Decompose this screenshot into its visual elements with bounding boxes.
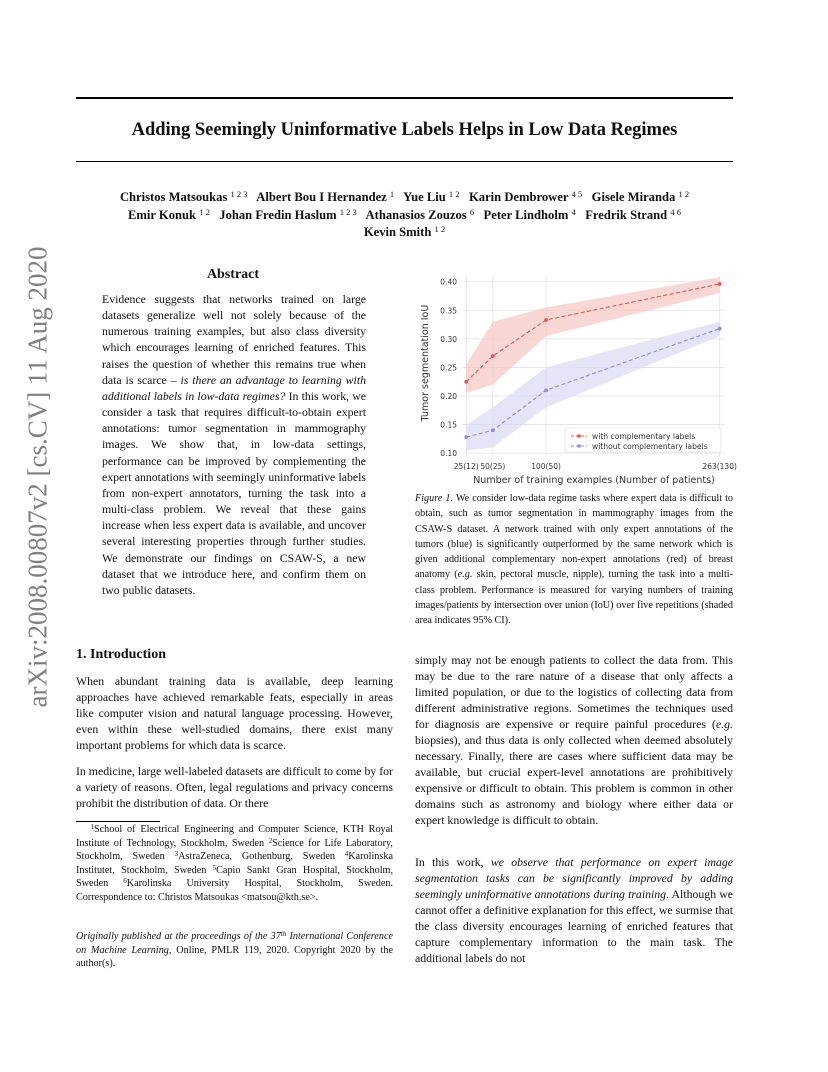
- y-tick-label: 0.40: [440, 277, 457, 287]
- author-line-1: [76, 189, 733, 207]
- author: Karin Dembrower $^{4 5}$: [468, 189, 583, 204]
- title-rule-bottom: [76, 161, 733, 162]
- data-point: [491, 354, 495, 358]
- y-axis-label: Tumor segmentation IoU: [420, 304, 431, 422]
- author: Gisele Miranda $^{1 2}$: [591, 189, 690, 204]
- x-ticks: [454, 462, 737, 471]
- y-tick-label: 0.25: [440, 363, 457, 373]
- author-line-2: [76, 207, 733, 225]
- y-tick-label: 0.30: [440, 334, 457, 344]
- legend-label: without complementary labels: [592, 441, 708, 451]
- arxiv-stamp: arXiv:2008.00807v2 [cs.CV] 11 Aug 2020: [22, 246, 53, 708]
- iou-line-chart: [415, 270, 737, 488]
- legend: [565, 428, 721, 452]
- author: Yue Liu $^{1 2}$: [403, 189, 460, 204]
- legend-label: with complementary labels: [592, 431, 696, 441]
- author: Johan Fredin Haslum $^{1 2 3}$: [219, 206, 357, 222]
- y-tick-label: 0.20: [440, 392, 457, 401]
- intro-paragraph-3: simply may not be enough patients to collect the data from. This may be due to the rare nature of a disease that only affects a limited population, or due to the logistics of collecting data from different administrative regions. Sometimes the techniques used for diagnosis are expensive or require painful procedures (e.g. biopsies), and thus data is only collected when deemed absolutely necessary. Finally, there are cases where sufficient data may be available, but crucial expert-level annotations are prohibitively expensive or difficult to obtain. This problem is common in other domains such as astronomy and biology where either data or expert knowledge is difficult to obtain.: [415, 653, 733, 828]
- legend-marker: [577, 444, 581, 448]
- data-point: [491, 428, 495, 432]
- legend-marker: [577, 434, 581, 438]
- x-axis-label: Number of training examples (Number of patients): [473, 475, 715, 486]
- proceedings-note: Originally published at the proceedings of the 37th International Conference on Machine Learning, Online, PMLR 119, 2020. Copyright 2020 by the author(s).: [76, 930, 394, 969]
- footnote-rule: [76, 821, 160, 822]
- y-tick-label: 0.35: [440, 306, 457, 316]
- author-list: [76, 189, 733, 242]
- intro-paragraph-4: In this work, we observe that performance on expert image segmentation tasks can be significantly improved by adding seemingly uninformative annotations during training. Although we cannot offer a definitive explanation for this effect, we surmise that the class diversity encourages learning of enriched features that capture complementary information to the main task. The additional labels do not: [415, 855, 733, 966]
- y-tick-label: 0.10: [440, 449, 457, 459]
- data-point: [718, 282, 722, 286]
- y-ticks: [440, 278, 457, 458]
- y-tick-label: 0.15: [440, 420, 457, 430]
- intro-paragraph-2: In medicine, large well-labeled datasets are difficult to come by for a variety of reasons. Often, legal regulations and privacy concerns prohibit the distribution of data. Or there: [76, 764, 393, 811]
- paper-title: Adding Seemingly Uninformative Labels Helps in Low Data Regimes: [131, 120, 678, 140]
- author: Kevin Smith $^{1 2}$: [363, 224, 446, 239]
- section-heading-introduction: 1. Introduction: [76, 647, 166, 662]
- x-tick-label: 25(12): [453, 462, 479, 471]
- figure-1: [415, 270, 737, 488]
- abstract-body: Evidence suggests that networks trained on large datasets generalize well not solely because of the numerous training examples, but also class diversity which encourages learning of enriched features. This raises the question of whether this remains true when data is scarce – is there an advantage to learning with additional labels in low-data regimes? In this work, we consider a task that requires difficult-to-obtain expert annotations: tumor segmentation in mammography images. We show that, in low-data settings, performance can be improved by complementing the expert annotations with seemingly uninformative labels from non-expert annotators, turning the task into a multi-class problem. We reveal that these gains increase when less expert data is available, and uncover several interesting properties through further studies. We demonstrate our findings on CSAW-S, a new dataset that we introduce here, and confirm them on two public datasets.: [102, 292, 366, 597]
- data-point: [718, 327, 722, 331]
- author: Athanasios Zouzos $^6$: [365, 206, 475, 222]
- x-tick-label: 263(130): [702, 462, 737, 471]
- data-point: [544, 388, 548, 392]
- affiliations-footnote: $^1$School of Electrical Engineering and Computer Science, KTH Royal Institute of Technology, Stockholm, Sweden $^2$Science for Life Laboratory, Stockholm, Sweden $^3$AstraZeneca, Gothenburg, Sweden $^4$Karolinska Institutet, Stockholm, Sweden $^5$Capio Sankt Gran Hospital, Stockholm, Sweden $^6$Karolinska University Hospital, Stockholm, Sweden. Correspondence to: Christos Matsoukas <matsou@kth.se>.: [76, 823, 393, 903]
- abstract-heading: Abstract: [206, 267, 260, 282]
- data-point: [544, 318, 548, 322]
- author: Fredrik Strand $^{4 6}$: [585, 206, 681, 222]
- author: Christos Matsoukas $^{1 2 3}$: [119, 189, 248, 204]
- dataset-name: CSAW-S: [279, 550, 323, 565]
- author: Albert Bou I Hernandez $^1$: [256, 189, 395, 204]
- figure-caption: Figure 1. We consider low-data regime tasks where expert data is difficult to obtain, such as tumor segmentation in mammography images from the CSAW-S dataset. A network trained with only expert annotations of the tumors (blue) is significantly outperformed by the same network which is given additional complementary non-expert annotations (red) of breast anatomy (e.g. skin, pectoral muscle, nipple), turning the task into a multi-class problem. Performance is measured for varying numbers of training images/patients by intersection over union (IoU) over five repetitions (shaded area indicates 95% CI).: [415, 493, 733, 627]
- author-line-3: [76, 224, 733, 242]
- figure-label: Figure 1.: [415, 493, 454, 504]
- data-point: [464, 380, 468, 384]
- author: Peter Lindholm $^4$: [483, 206, 576, 222]
- data-point: [464, 435, 468, 439]
- title-rule-top: [76, 97, 733, 99]
- x-tick-label: 100(50): [531, 462, 561, 471]
- intro-paragraph-1: When abundant training data is available, deep learning approaches have achieved remarkable feats, especially in areas like computer vision and natural language processing. However, even within these well-studied domains, there exist many important problems for which data is scarce.: [76, 674, 393, 753]
- author: Emir Konuk $^{1 2}$: [128, 206, 210, 222]
- x-tick-label: 50(25): [480, 462, 506, 471]
